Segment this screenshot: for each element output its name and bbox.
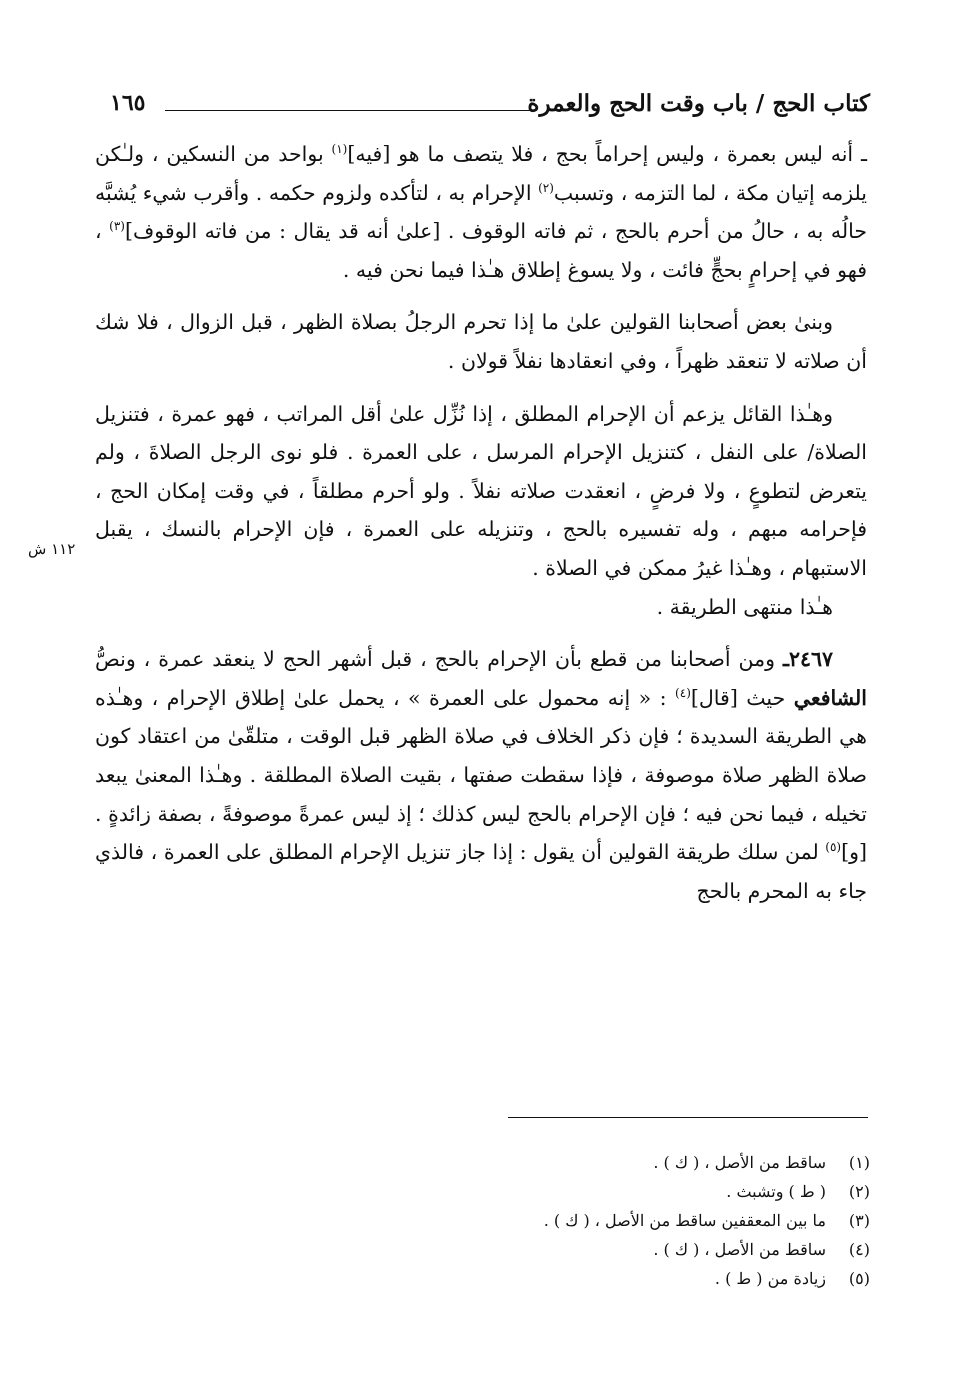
text-segment: الإحرام به ، لتأكده ولزوم حكمه . وأقرب شيء يُشبَّه حالُه به ، حالُ من أحرم بالحج ، ثم فاته الوقوف . [علىٰ أنه قد يقال : من فاته الوقوف] [95, 180, 867, 244]
text-segment: ، فهو في إحرامٍ بحجٍّ فائت ، ولا يسوغ إطلاق هـٰذا فيما نحن فيه . [95, 219, 867, 282]
footnote-item [350, 1148, 870, 1177]
footnote-number: (١) [848, 1153, 870, 1172]
text-segment: بواحد من النسكين ، ولـٰكن يلزمه إتيان مكة ، لما التزمه ، وتسبب [95, 142, 867, 205]
margin-manuscript-note: ١١٢ ش [28, 540, 76, 558]
cited-name: الشافعي [793, 685, 867, 710]
page-number: ١٦٥ [110, 90, 146, 116]
running-title: كتاب الحج / باب وقت الحج والعمرة [527, 90, 870, 117]
footnote-ref-5: (٥) [825, 840, 842, 855]
footnotes [350, 1148, 870, 1293]
footnote-ref-4: (٤) [675, 685, 691, 700]
paragraph-4: هـٰذا منتهى الطريقة . [656, 594, 833, 619]
paragraph-1 [95, 135, 867, 289]
footnote-text: ( ط ) وتشبث . [726, 1182, 826, 1201]
footnote-separator [508, 1117, 868, 1118]
footnote-ref-1: (١) [331, 142, 348, 157]
header-rule [165, 110, 535, 111]
footnote-item [350, 1264, 870, 1293]
text-segment: لمن سلك طريقة القولين أن يقول : إذا جاز تنزيل الإحرام المطلق على العمرة ، فالذي جاء به المحرم بالحج [95, 840, 867, 903]
footnote-text: ساقط من الأصل ، ( ك ) . [653, 1240, 826, 1259]
footnote-text: ساقط من الأصل ، ( ك ) . [653, 1153, 826, 1172]
text-segment: ومن أصحابنا من قطع بأن الإحرام بالحج ، قبل أشهر الحج لا ينعقد عمرة ، ونصُّ [95, 647, 783, 672]
footnote-item [350, 1235, 870, 1264]
footnote-ref-3: (٣) [109, 219, 125, 234]
footnote-number: (٥) [848, 1269, 870, 1288]
text-segment: : « إنه محمول على العمرة » ، يحمل علىٰ إطلاق الإحرام ، وهـٰذه هي الطريقة السديدة ؛ فإن ذكر الخلاف في صلاة الظهر قبل الوقت ، متلقّىٰ من اعتقاد كون صلاة الظهر صلاة موصوفة ، فإذا سقطت صفتها ، بقيت الصلاة المطلقة . وهـٰذا المعنىٰ يبعد تخيله ، فيما نحن فيه ؛ فإن الإحرام بالحج ليس كذلك ؛ إذ ليس عمرةً موصوفةً ، بصفة زائدةٍ . [و] [95, 685, 867, 865]
paragraph-5 [95, 640, 867, 910]
footnote-text: زيادة من ( ط ) . [714, 1269, 826, 1288]
footnote-item [350, 1177, 870, 1206]
issue-number: ٢٤٦٧ـ [782, 647, 833, 672]
footnote-number: (٣) [848, 1211, 870, 1230]
text-segment: حيث [قال] [690, 685, 794, 710]
page-header [110, 88, 870, 128]
paragraph-3: وهـٰذا القائل يزعم أن الإحرام المطلق ، إذا نُزِّل علىٰ أقل المراتب ، فهو عمرة ، فتنزيل الصلاة/ على النفل ، كتنزيل الإحرام المرسل ، على العمرة . فلو نوى الرجل الصلاةَ ، ولم يتعرض لتطوعٍ ، ولا فرضٍ ، انعقدت صلاته نفلاً . ولو أحرم مطلقاً ، في وقت إمكان الحج ، فإحرامه مبهم ، وله تفسيره بالحج ، وتنزيله على العمرة ، فإن الإحرام بالنسك ، يقبل الاستبهام ، وهـٰذا غيرُ ممكن في الصلاة . [95, 401, 867, 580]
footnote-ref-2: (٢) [538, 180, 554, 195]
footnote-text: ما بين المعقفين ساقط من الأصل ، ( ك ) . [543, 1211, 826, 1230]
main-text [95, 135, 867, 910]
footnote-number: (٤) [848, 1240, 870, 1259]
text-segment: ـ أنه ليس بعمرة ، وليس إحراماً بحج ، فلا يتصف ما هو [فيه] [347, 142, 867, 166]
footnote-item [350, 1206, 870, 1235]
footnote-number: (٢) [848, 1182, 870, 1201]
paragraph-2: وبنىٰ بعض أصحابنا القولين علىٰ ما إذا تحرم الرجلُ بصلاة الظهر ، قبل الزوال ، فلا شك أن صلاته لا تنعقد ظهراً ، وفي انعقادها نفلاً قولان . [95, 310, 867, 373]
